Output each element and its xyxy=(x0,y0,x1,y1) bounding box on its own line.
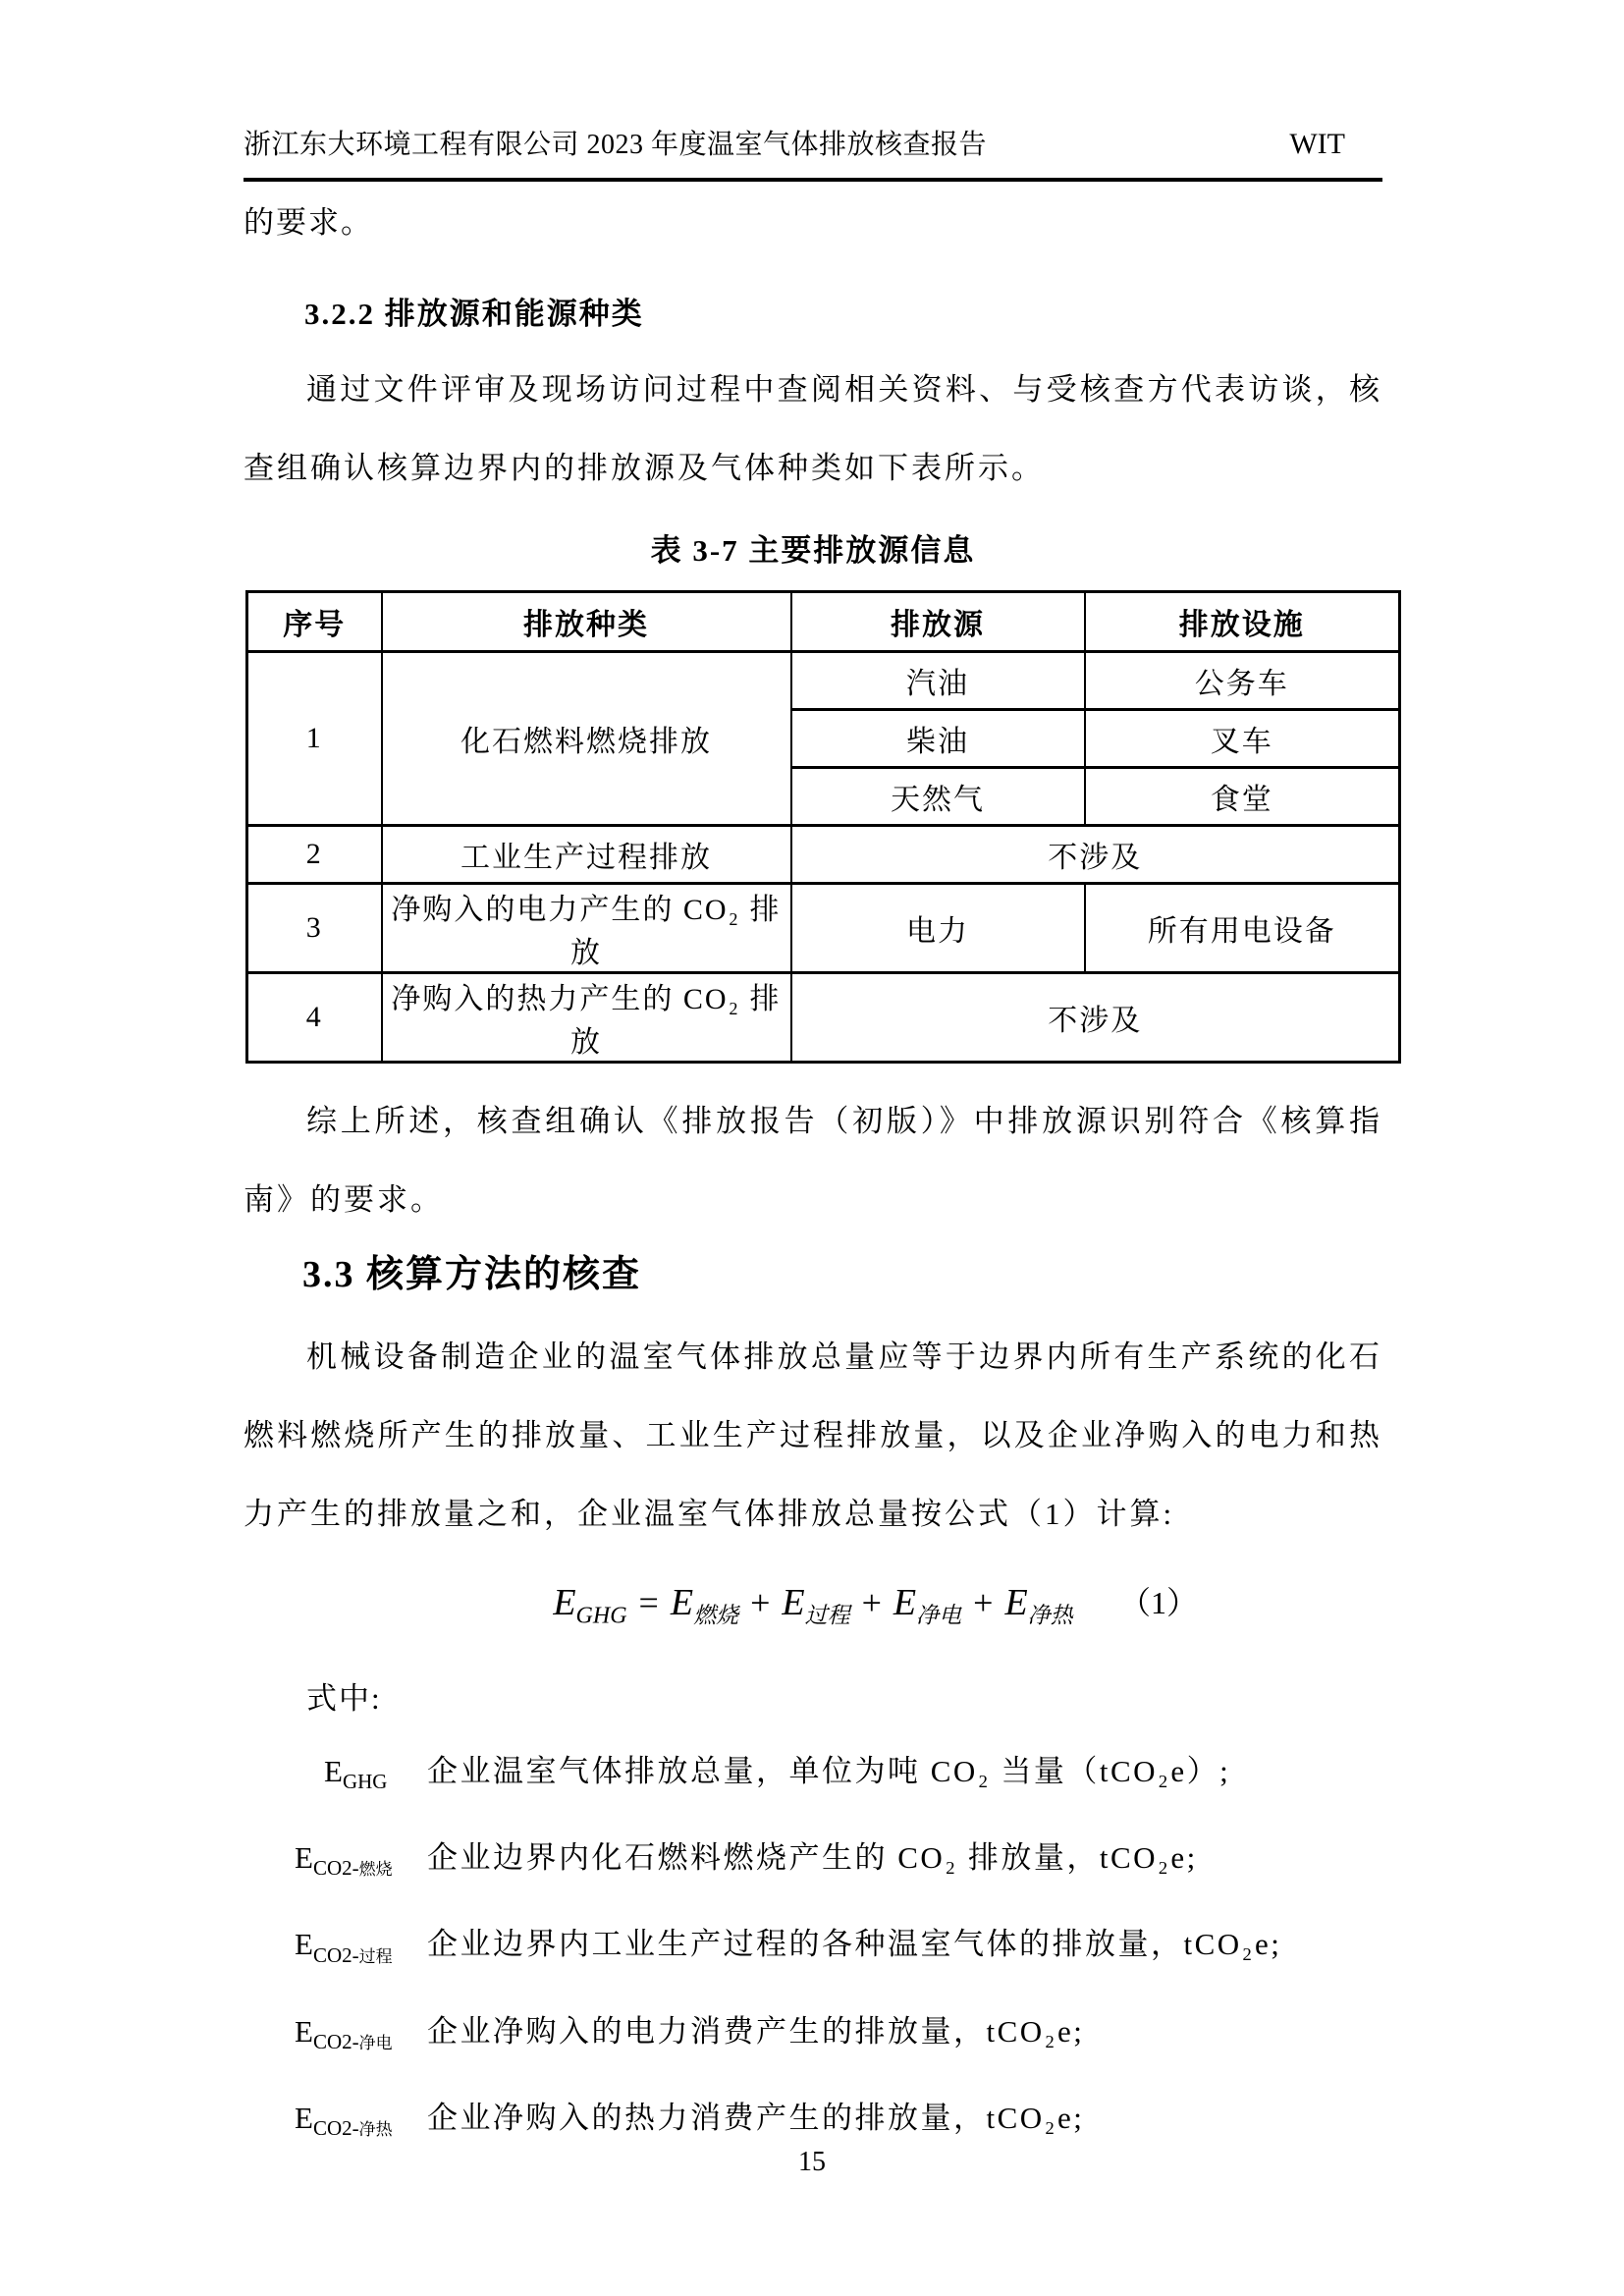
equals-sign: = xyxy=(638,1583,659,1622)
formula-equation-1 xyxy=(244,1563,1382,1642)
cell-kind-2: 工业生产过程排放 xyxy=(382,826,791,884)
col-header-kind: 排放种类 xyxy=(382,592,791,652)
emission-source-table xyxy=(245,590,1401,1064)
cell-no-2: 2 xyxy=(247,826,382,884)
formula-term-process: $E_{过程}$ xyxy=(782,1582,850,1628)
definition-term-eco2-combustion: $E_{CO2-燃烧}$ xyxy=(295,1840,393,1881)
cell-facility-canteen: 食堂 xyxy=(1085,768,1400,826)
col-header-no: 序号 xyxy=(247,592,382,652)
col-header-facility: 排放设施 xyxy=(1085,592,1400,652)
cell-source-diesel: 柴油 xyxy=(791,710,1085,768)
plus-sign: + xyxy=(750,1583,771,1622)
col-header-source: 排放源 xyxy=(791,592,1085,652)
formula-term-net-electricity: $E_{净电}$ xyxy=(893,1582,962,1628)
formula-lhs: $E_{GHG}$ xyxy=(553,1582,627,1629)
definition-text: 企业温室气体排放总量，单位为吨 CO₂ 当量（tCO₂e）; xyxy=(427,1754,1231,1788)
definition-eco2-combustion xyxy=(244,1836,1382,1891)
cell-no-1: 1 xyxy=(247,652,382,826)
definition-eco2-process xyxy=(244,1923,1382,1978)
paragraph-3-3: 机械设备制造企业的温室气体排放总量应等于边界内所有生产系统的化石燃料燃烧所产生的排放量、工业生产过程排放量，以及企业净购入的电力和热力产生的排放量之和，企业温室气体排放总量按公式（1）计算: xyxy=(244,1339,1382,1531)
paragraph-3-2-2: 通过文件评审及现场访问过程中查阅相关资料、与受核查方代表访谈，核查组确认核算边界内的排放源及气体种类如下表所示。 xyxy=(244,372,1382,485)
paragraph-leftover: 的要求。 xyxy=(244,205,373,240)
table-caption: 表 3-7 主要排放源信息 xyxy=(650,533,976,568)
definition-term-eghg: $E_{GHG}$ xyxy=(324,1754,388,1794)
definition-term-eco2-net-electricity: $E_{CO2-净电}$ xyxy=(295,2013,393,2053)
definition-term-eco2-process: $E_{CO2-过程}$ xyxy=(295,1927,393,1967)
cell-source-gasoline: 汽油 xyxy=(791,652,1085,710)
cell-source-gas: 天然气 xyxy=(791,768,1085,826)
definition-eco2-net-electricity xyxy=(244,2010,1382,2065)
header-divider xyxy=(244,178,1382,182)
formula-where-label: 式中: xyxy=(306,1681,382,1716)
cell-merged-na-2: 不涉及 xyxy=(791,826,1400,884)
cell-kind-3: 净购入的电力产生的 CO₂ 排放 xyxy=(382,884,791,973)
plus-sign: + xyxy=(861,1583,882,1622)
table-header-row xyxy=(247,592,1400,652)
cell-facility-car: 公务车 xyxy=(1085,652,1400,710)
heading-3-2-2: 3.2.2 排放源和能源种类 xyxy=(304,297,644,331)
cell-merged-na-4: 不涉及 xyxy=(791,973,1400,1063)
report-title: 浙江东大环境工程有限公司 2023 年度温室气体排放核查报告 xyxy=(244,130,988,160)
page-number: 15 xyxy=(798,2147,826,2177)
paragraph-summary: 综上所述，核查组确认《排放报告（初版）》中排放源识别符合《核算指南》的要求。 xyxy=(244,1104,1382,1217)
definition-text: 企业边界内化石燃料燃烧产生的 CO₂ 排放量，tCO₂e; xyxy=(427,1840,1198,1876)
table-row xyxy=(247,652,1400,710)
definition-text: 企业净购入的电力消费产生的排放量，tCO₂e; xyxy=(427,2013,1085,2049)
definition-egh g xyxy=(244,1750,1382,1805)
header-mark: WIT xyxy=(1289,128,1345,160)
definition-eco2-net-heat xyxy=(244,2097,1382,2152)
cell-facility-electric-equipment: 所有用电设备 xyxy=(1085,884,1400,973)
equation-number: （1） xyxy=(1118,1585,1198,1620)
table-row xyxy=(247,884,1400,973)
cell-no-3: 3 xyxy=(247,884,382,973)
table-row xyxy=(247,973,1400,1063)
cell-kind-1: 化石燃料燃烧排放 xyxy=(382,652,791,826)
heading-3-3: 3.3 核算方法的核查 xyxy=(302,1254,642,1295)
cell-facility-forklift: 叉车 xyxy=(1085,710,1400,768)
plus-sign: + xyxy=(973,1583,994,1622)
definition-term-eco2-net-heat: $E_{CO2-净热}$ xyxy=(295,2100,393,2140)
definition-text: 企业边界内工业生产过程的各种温室气体的排放量，tCO₂e; xyxy=(427,1927,1282,1962)
cell-no-4: 4 xyxy=(247,973,382,1063)
cell-source-electricity: 电力 xyxy=(791,884,1085,973)
running-header xyxy=(244,124,1382,166)
definition-text: 企业净购入的热力消费产生的排放量，tCO₂e; xyxy=(427,2100,1085,2135)
table-row xyxy=(247,826,1400,884)
formula-term-net-heat: $E_{净热}$ xyxy=(1004,1582,1073,1628)
cell-kind-4: 净购入的热力产生的 CO₂ 排放 xyxy=(382,973,791,1063)
formula-term-combustion: $E_{燃烧}$ xyxy=(670,1582,739,1628)
